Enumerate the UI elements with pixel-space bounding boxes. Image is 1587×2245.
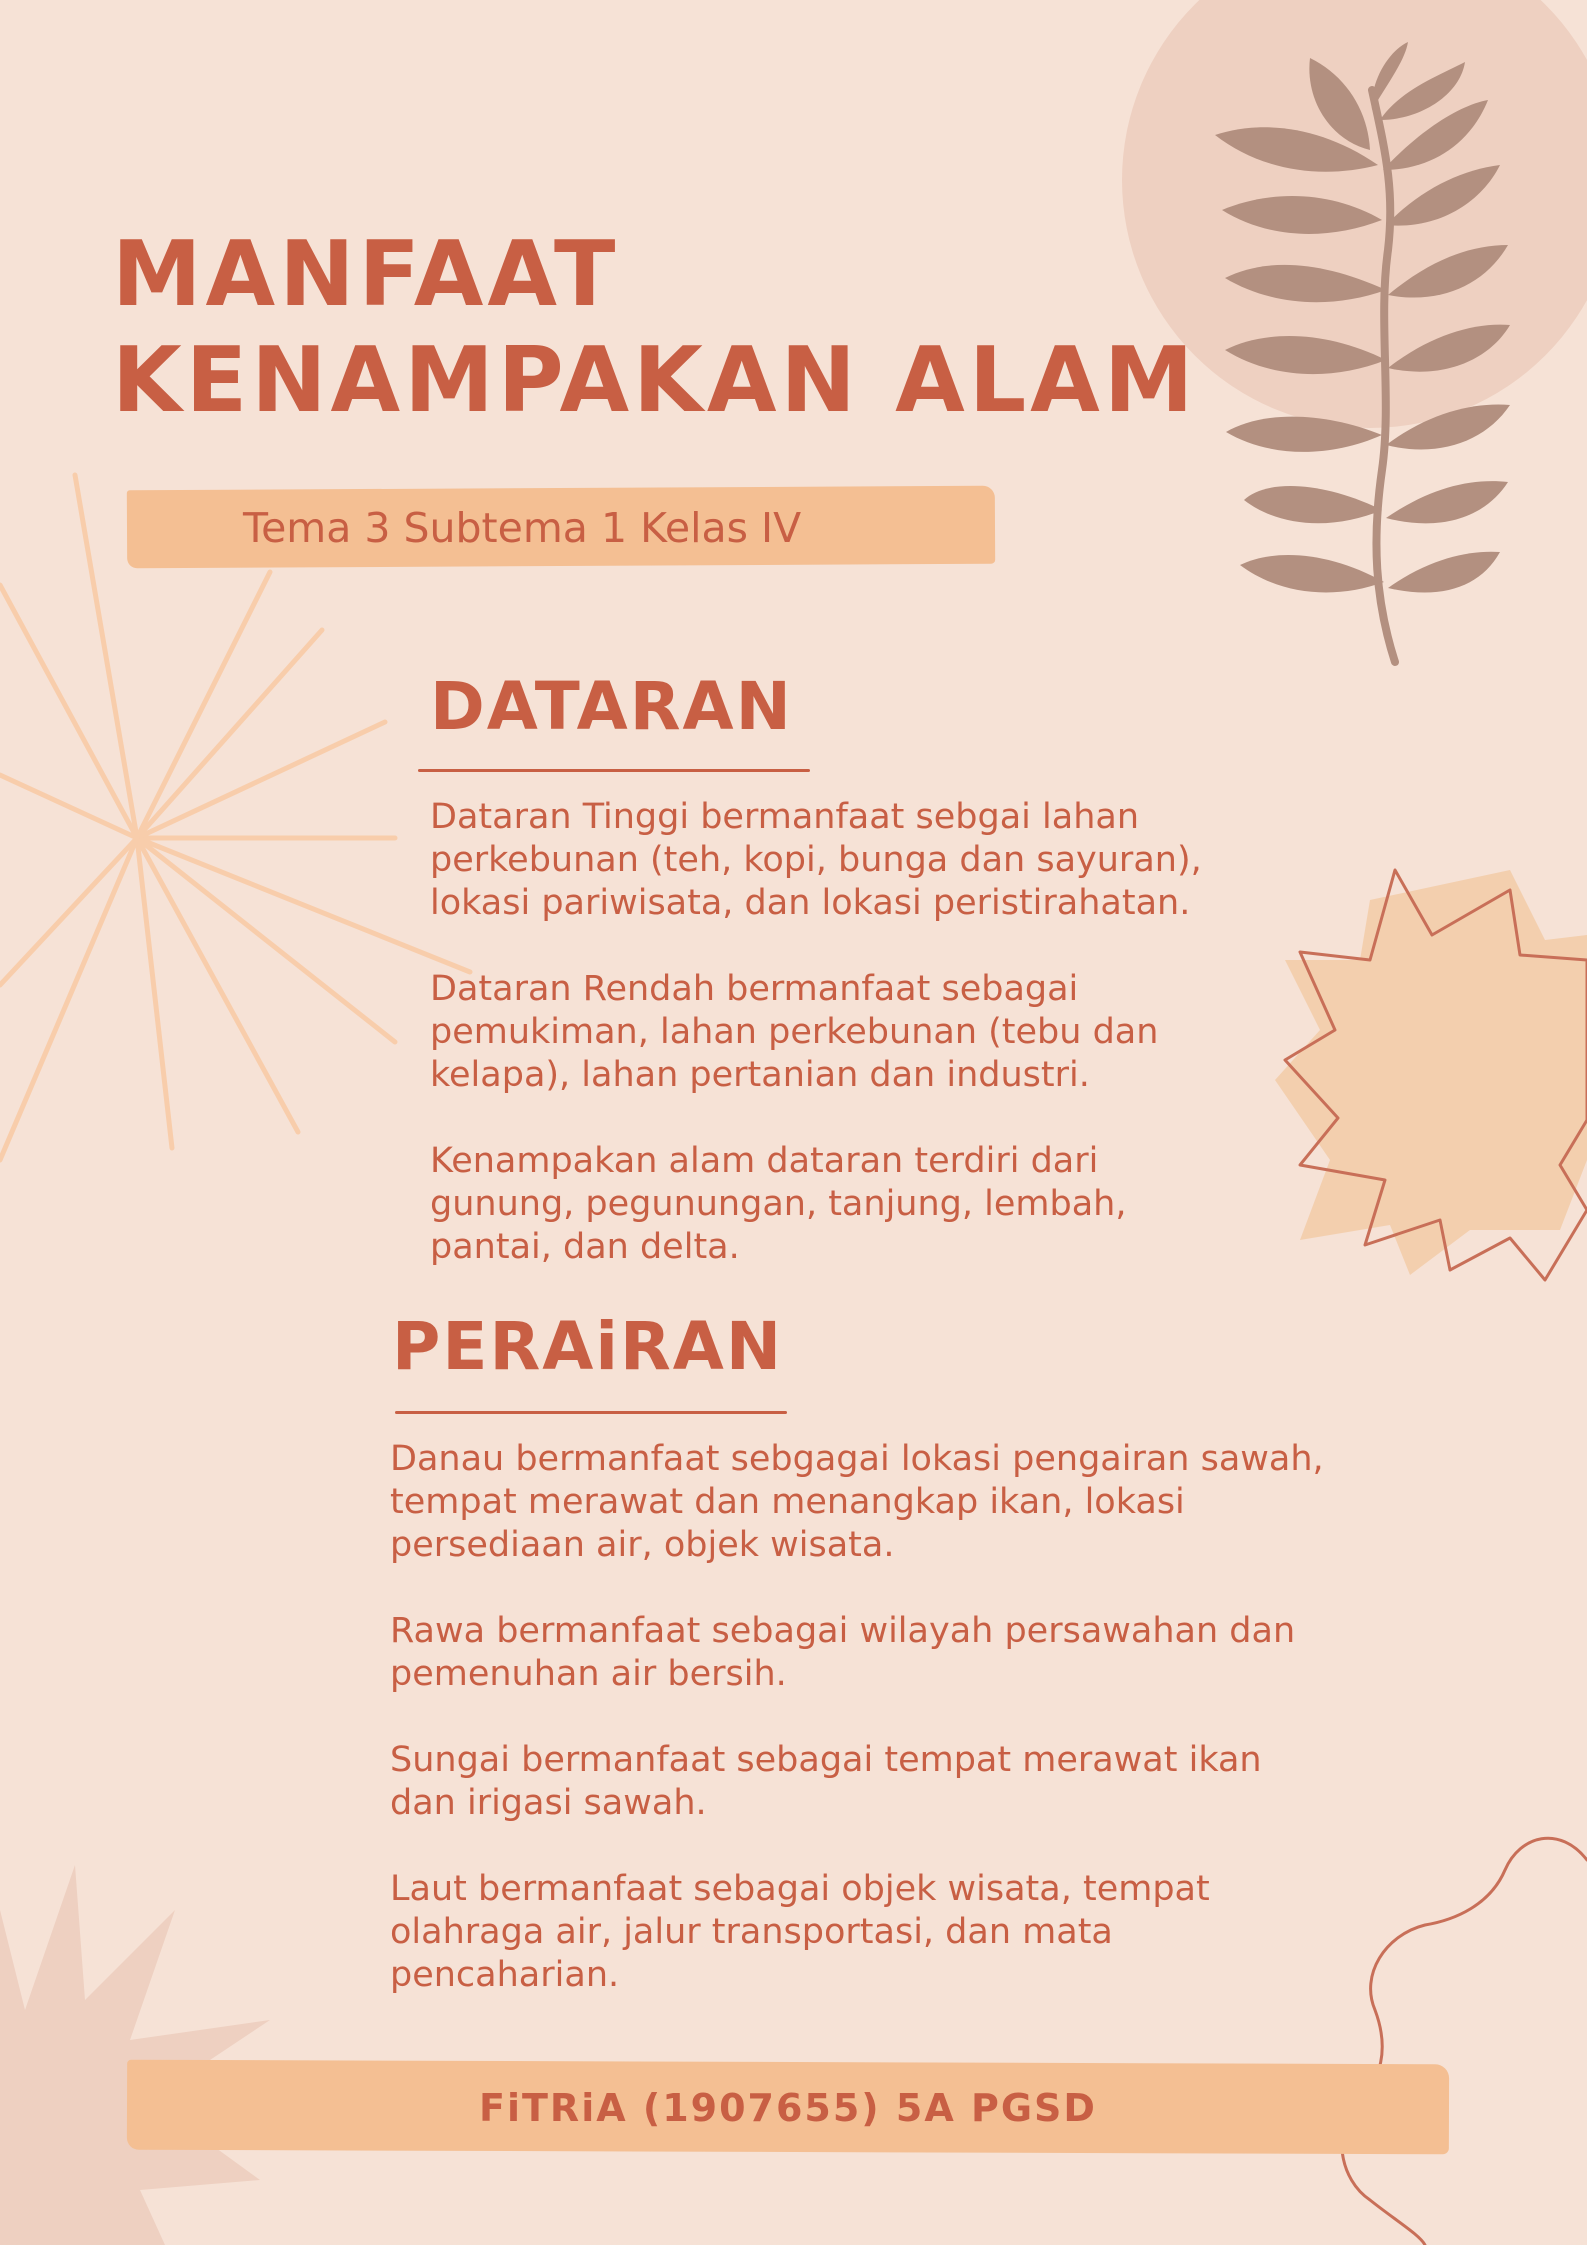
paragraph-rawa: Rawa bermanfaat sebagai wilayah persawahan dan pemenuhan air bersih. xyxy=(390,1611,1296,1694)
paragraph-sungai: Sungai bermanfaat sebagai tempat merawat ikan dan irigasi sawah. xyxy=(390,1740,1262,1823)
section-heading-dataran: DATARAN xyxy=(430,668,793,745)
paragraph-dataran-rendah: Dataran Rendah bermanfaat sebagai pemukiman, lahan perkebunan (tebu dan kelapa), lahan pertanian dan industri. xyxy=(430,969,1159,1095)
corner-star-icon xyxy=(0,1865,270,2245)
fern-leaf-icon xyxy=(1215,42,1510,662)
section-underline-dataran xyxy=(418,769,810,772)
page-title-line-1: MANFAAT xyxy=(112,222,620,327)
page-title-line-2: KENAMPAKAN ALAM xyxy=(112,328,1198,433)
paragraph-dataran-tinggi: Dataran Tinggi bermanfaat sebgai lahan perkebunan (teh, kopi, bunga dan sayuran), lokasi pariwisata, dan lokasi peristirahatan. xyxy=(430,797,1202,923)
footer-author: FiTRiA (1907655) 5A PGSD xyxy=(479,2086,1097,2130)
spiky-star-icon xyxy=(1275,870,1587,1280)
paragraph-kenampakan-dataran: Kenampakan alam dataran terdiri dari gunung, pegunungan, tanjung, lembah, pantai, dan delta. xyxy=(430,1141,1127,1267)
page-title xyxy=(112,222,1197,434)
subtitle-text: Tema 3 Subtema 1 Kelas IV xyxy=(243,504,802,552)
section-heading-perairan: PERAiRAN xyxy=(392,1308,784,1385)
paragraph-laut: Laut bermanfaat sebagai objek wisata, tempat olahraga air, jalur transportasi, dan mata pencaharian. xyxy=(390,1869,1210,1995)
section-underline-perairan xyxy=(395,1411,787,1414)
sunburst-lines-icon xyxy=(0,475,470,1160)
paragraph-danau: Danau bermanfaat sebgagai lokasi pengairan sawah, tempat merawat dan menangkap ikan, lokasi persediaan air, objek wisata. xyxy=(390,1439,1324,1565)
wavy-flower-outline-icon xyxy=(1342,1838,1587,2245)
